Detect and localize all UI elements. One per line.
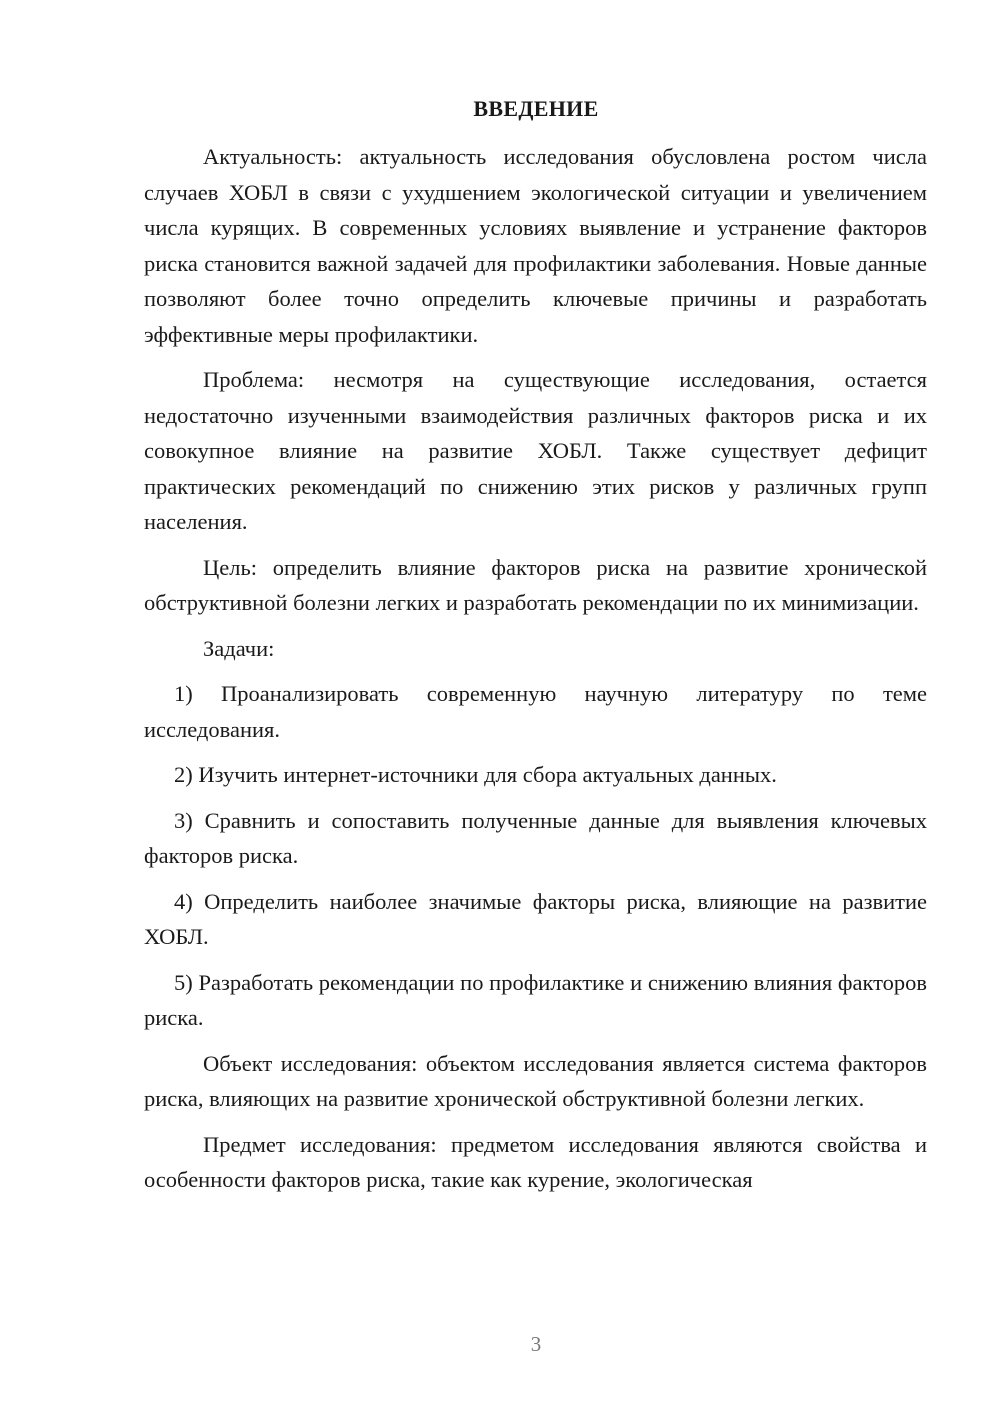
task-item-3: 3) Сравнить и сопоставить полученные данные для выявления ключевых факторов риска.	[144, 807, 927, 868]
paragraph-problem: Проблема: несмотря на существующие исследования, остается недостаточно изученными взаимодействия различных факторов риска и их совокупное влияние на развитие ХОБЛ. Также существует дефицит практических рекомендаций по снижению этих рисков у различных групп населения.	[144, 367, 927, 534]
task-item-5: 5) Разработать рекомендации по профилактике и снижению влияния факторов риска.	[144, 969, 927, 1030]
page-number: 3	[530, 1332, 542, 1356]
paragraph-goal: Цель: определить влияние факторов риска на развитие хронической обструктивной болезни легких и разработать рекомендации по их минимизации.	[144, 554, 927, 615]
paragraph-relevance: Актуальность: актуальность исследования обусловлена ростом числа случаев ХОБЛ в связи с ухудшением экологической ситуации и увеличением числа курящих. В современных условиях выявление и устранение факторов риска становится важной задачей для профилактики заболевания. Новые данные позволяют более точно определить ключевые причины и разработать эффективные меры профилактики.	[144, 144, 927, 347]
paragraph-subject: Предмет исследования: предметом исследования являются свойства и особенности факторов риска, такие как курение, экологическая	[144, 1131, 927, 1192]
task-item-4: 4) Определить наиболее значимые факторы риска, влияющие на развитие ХОБЛ.	[144, 888, 927, 949]
tasks-heading: Задачи:	[203, 635, 275, 661]
section-title: ВВЕДЕНИЕ	[473, 96, 599, 121]
paragraph-object: Объект исследования: объектом исследования является система факторов риска, влияющих на развитие хронической обструктивной болезни легких.	[144, 1050, 927, 1111]
task-item-1: 1) Проанализировать современную научную литературу по теме исследования.	[144, 681, 927, 742]
document-body	[144, 139, 927, 1208]
task-item-2: 2) Изучить интернет-источники для сбора актуальных данных.	[174, 762, 777, 787]
